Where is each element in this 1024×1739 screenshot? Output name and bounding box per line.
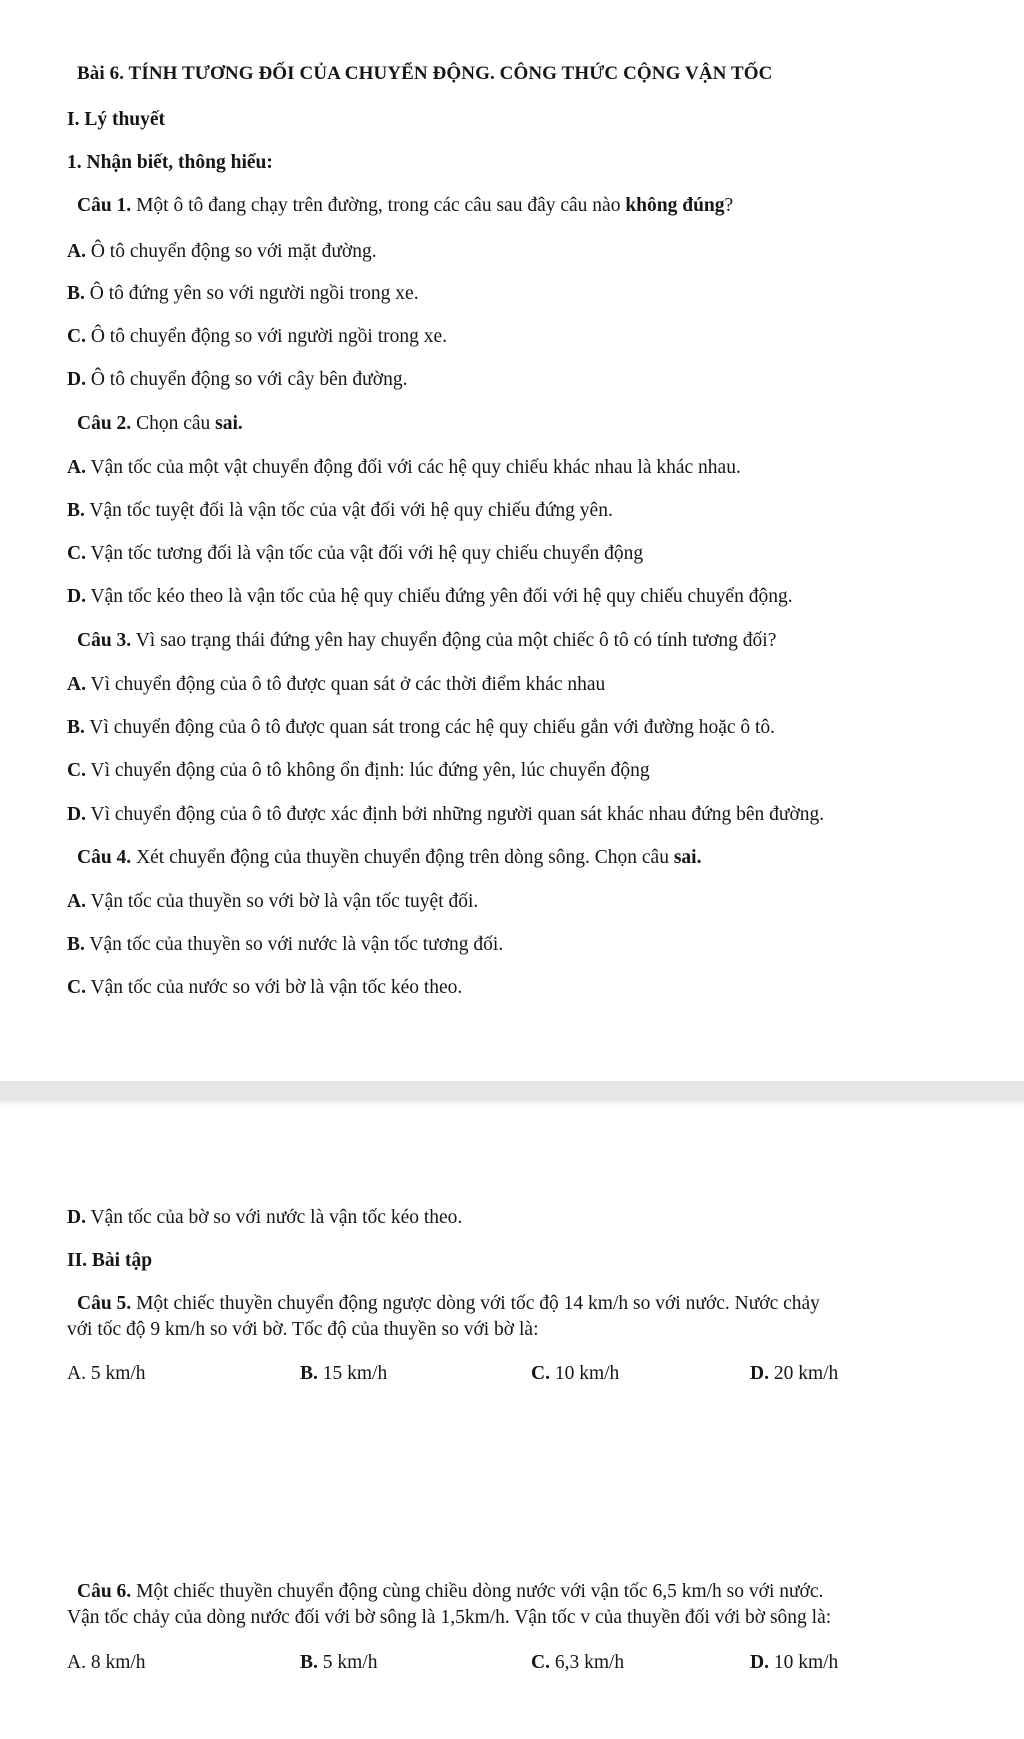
option-letter: B. [300, 1363, 318, 1384]
question-3-option-c [67, 759, 650, 783]
question-2-option-d [67, 585, 793, 609]
option-letter: B. [67, 283, 85, 304]
section-theory-heading: I. Lý thuyết [67, 109, 166, 130]
question-4-stem [77, 846, 701, 870]
question-5-option-a [67, 1362, 146, 1386]
option-text: Vận tốc kéo theo là vận tốc của hệ quy chiếu đứng yên đối với hệ quy chiếu chuyển động. [85, 586, 793, 607]
option-letter: C. [531, 1652, 550, 1673]
question-5-option-b [300, 1362, 387, 1386]
option-text: 10 km/h [768, 1652, 839, 1673]
option-text: Ô tô đứng yên so với người ngồi trong xe. [84, 283, 419, 304]
question-6-text-line-1: Một chiếc thuyền chuyển động cùng chiều dòng nước với vận tốc 6,5 km/h so với nước. [131, 1581, 824, 1602]
question-2-stem [77, 412, 243, 436]
option-text: Vận tốc của bờ so với nước là vận tốc kéo theo. [85, 1207, 463, 1228]
question-4-option-d [67, 1206, 462, 1230]
question-1-option-b [67, 282, 419, 306]
question-3-option-b [67, 716, 775, 740]
question-3-option-a [67, 673, 605, 697]
option-text: Vận tốc tương đối là vận tốc của vật đối với hệ quy chiếu chuyển động [85, 543, 644, 564]
option-letter: B. [67, 500, 85, 521]
question-5-option-c [531, 1362, 619, 1386]
question-6-option-a [67, 1651, 146, 1675]
question-2-text: Chọn câu [131, 413, 216, 434]
option-text: 8 km/h [85, 1652, 146, 1673]
option-letter: D. [67, 369, 86, 390]
question-6-stem-line-1 [77, 1580, 823, 1604]
question-4-option-c [67, 976, 462, 1000]
question-6-stem-line-2: Vận tốc chảy của dòng nước đối với bờ sông là 1,5km/h. Vận tốc v của thuyền đối với bờ sông là: [67, 1607, 832, 1628]
option-letter: B. [300, 1652, 318, 1673]
option-text: 5 km/h [317, 1652, 378, 1673]
option-letter: D. [67, 586, 86, 607]
option-letter: C. [531, 1363, 550, 1384]
option-text: Vận tốc tuyệt đối là vận tốc của vật đối với hệ quy chiếu đứng yên. [84, 500, 613, 521]
question-3-text: Vì sao trạng thái đứng yên hay chuyển động của một chiếc ô tô có tính tương đối? [131, 630, 777, 651]
option-letter: A. [67, 241, 86, 262]
option-text: Ô tô chuyển động so với mặt đường. [85, 241, 377, 262]
option-letter: A. [67, 457, 86, 478]
question-4-text: Xét chuyển động của thuyền chuyển động trên dòng sông. Chọn câu [131, 847, 674, 868]
option-letter: D. [67, 804, 86, 825]
question-2-option-c [67, 542, 643, 566]
option-letter: B. [67, 717, 85, 738]
option-text: Vì chuyển động của ô tô được quan sát trong các hệ quy chiếu gắn với đường hoặc ô tô. [84, 717, 776, 738]
option-text: Ô tô chuyển động so với cây bên đường. [85, 369, 408, 390]
subsection-recognition-heading: 1. Nhận biết, thông hiểu: [67, 152, 273, 173]
question-4-emphasis: sai. [673, 847, 702, 868]
option-text: 15 km/h [317, 1363, 388, 1384]
question-6-option-d [750, 1651, 838, 1675]
option-letter: C. [67, 760, 86, 781]
question-1-text-end: ? [724, 195, 734, 216]
option-letter: A. [67, 674, 86, 695]
option-letter: C. [67, 326, 86, 347]
page-break-band [0, 1081, 1024, 1101]
question-1-emphasis: không đúng [625, 195, 725, 216]
question-1-option-d [67, 368, 407, 392]
question-1-label: Câu 1. [77, 195, 132, 216]
option-text: 10 km/h [549, 1363, 620, 1384]
option-text: 6,3 km/h [549, 1652, 625, 1673]
question-3-stem [77, 629, 776, 653]
question-2-option-a [67, 456, 741, 480]
option-letter: D. [750, 1363, 769, 1384]
option-letter: D. [750, 1652, 769, 1673]
question-5-option-d [750, 1362, 838, 1386]
question-3-label: Câu 3. [77, 630, 132, 651]
option-text: Vì chuyển động của ô tô không ổn định: lúc đứng yên, lúc chuyển động [85, 760, 650, 781]
option-text: Vì chuyển động của ô tô được quan sát ở các thời điểm khác nhau [85, 674, 606, 695]
question-3-option-d [67, 803, 824, 827]
option-letter: A. [67, 1363, 86, 1384]
question-4-label: Câu 4. [77, 847, 132, 868]
option-letter: D. [67, 1207, 86, 1228]
option-letter: A. [67, 891, 86, 912]
page-break-shadow [0, 1101, 1024, 1109]
lesson-title: Bài 6. TÍNH TƯƠNG ĐỐI CỦA CHUYỂN ĐỘNG. CÔNG THỨC CỘNG VẬN TỐC [77, 63, 773, 84]
question-6-option-b [300, 1651, 377, 1675]
question-1-text: Một ô tô đang chạy trên đường, trong các câu sau đây câu nào [131, 195, 626, 216]
option-text: 5 km/h [85, 1363, 146, 1384]
section-exercises-heading: II. Bài tập [67, 1250, 153, 1271]
question-5-stem-line-1 [77, 1292, 820, 1316]
option-text: Vì chuyển động của ô tô được xác định bởi những người quan sát khác nhau đứng bên đường. [85, 804, 825, 825]
question-6-option-c [531, 1651, 624, 1675]
option-letter: A. [67, 1652, 86, 1673]
option-text: Vận tốc của nước so với bờ là vận tốc kéo theo. [85, 977, 463, 998]
question-4-option-a [67, 890, 478, 914]
question-1-option-a [67, 240, 377, 264]
question-2-option-b [67, 499, 613, 523]
question-2-emphasis: sai. [215, 413, 243, 434]
question-5-text-line-1: Một chiếc thuyền chuyển động ngược dòng với tốc độ 14 km/h so với nước. Nước chảy [131, 1293, 820, 1314]
question-6-label: Câu 6. [77, 1581, 132, 1602]
option-letter: C. [67, 543, 86, 564]
option-letter: B. [67, 934, 85, 955]
question-5-label: Câu 5. [77, 1293, 132, 1314]
option-text: Vận tốc của một vật chuyển động đối với các hệ quy chiếu khác nhau là khác nhau. [85, 457, 741, 478]
question-1-stem [77, 194, 733, 218]
option-text: Vận tốc của thuyền so với bờ là vận tốc tuyệt đối. [85, 891, 479, 912]
question-2-label: Câu 2. [77, 413, 132, 434]
question-4-option-b [67, 933, 503, 957]
option-text: 20 km/h [768, 1363, 839, 1384]
option-text: Vận tốc của thuyền so với nước là vận tốc tương đối. [84, 934, 504, 955]
option-letter: C. [67, 977, 86, 998]
option-text: Ô tô chuyển động so với người ngồi trong xe. [85, 326, 448, 347]
question-1-option-c [67, 325, 447, 349]
question-5-stem-line-2: với tốc độ 9 km/h so với bờ. Tốc độ của thuyền so với bờ là: [67, 1319, 539, 1340]
